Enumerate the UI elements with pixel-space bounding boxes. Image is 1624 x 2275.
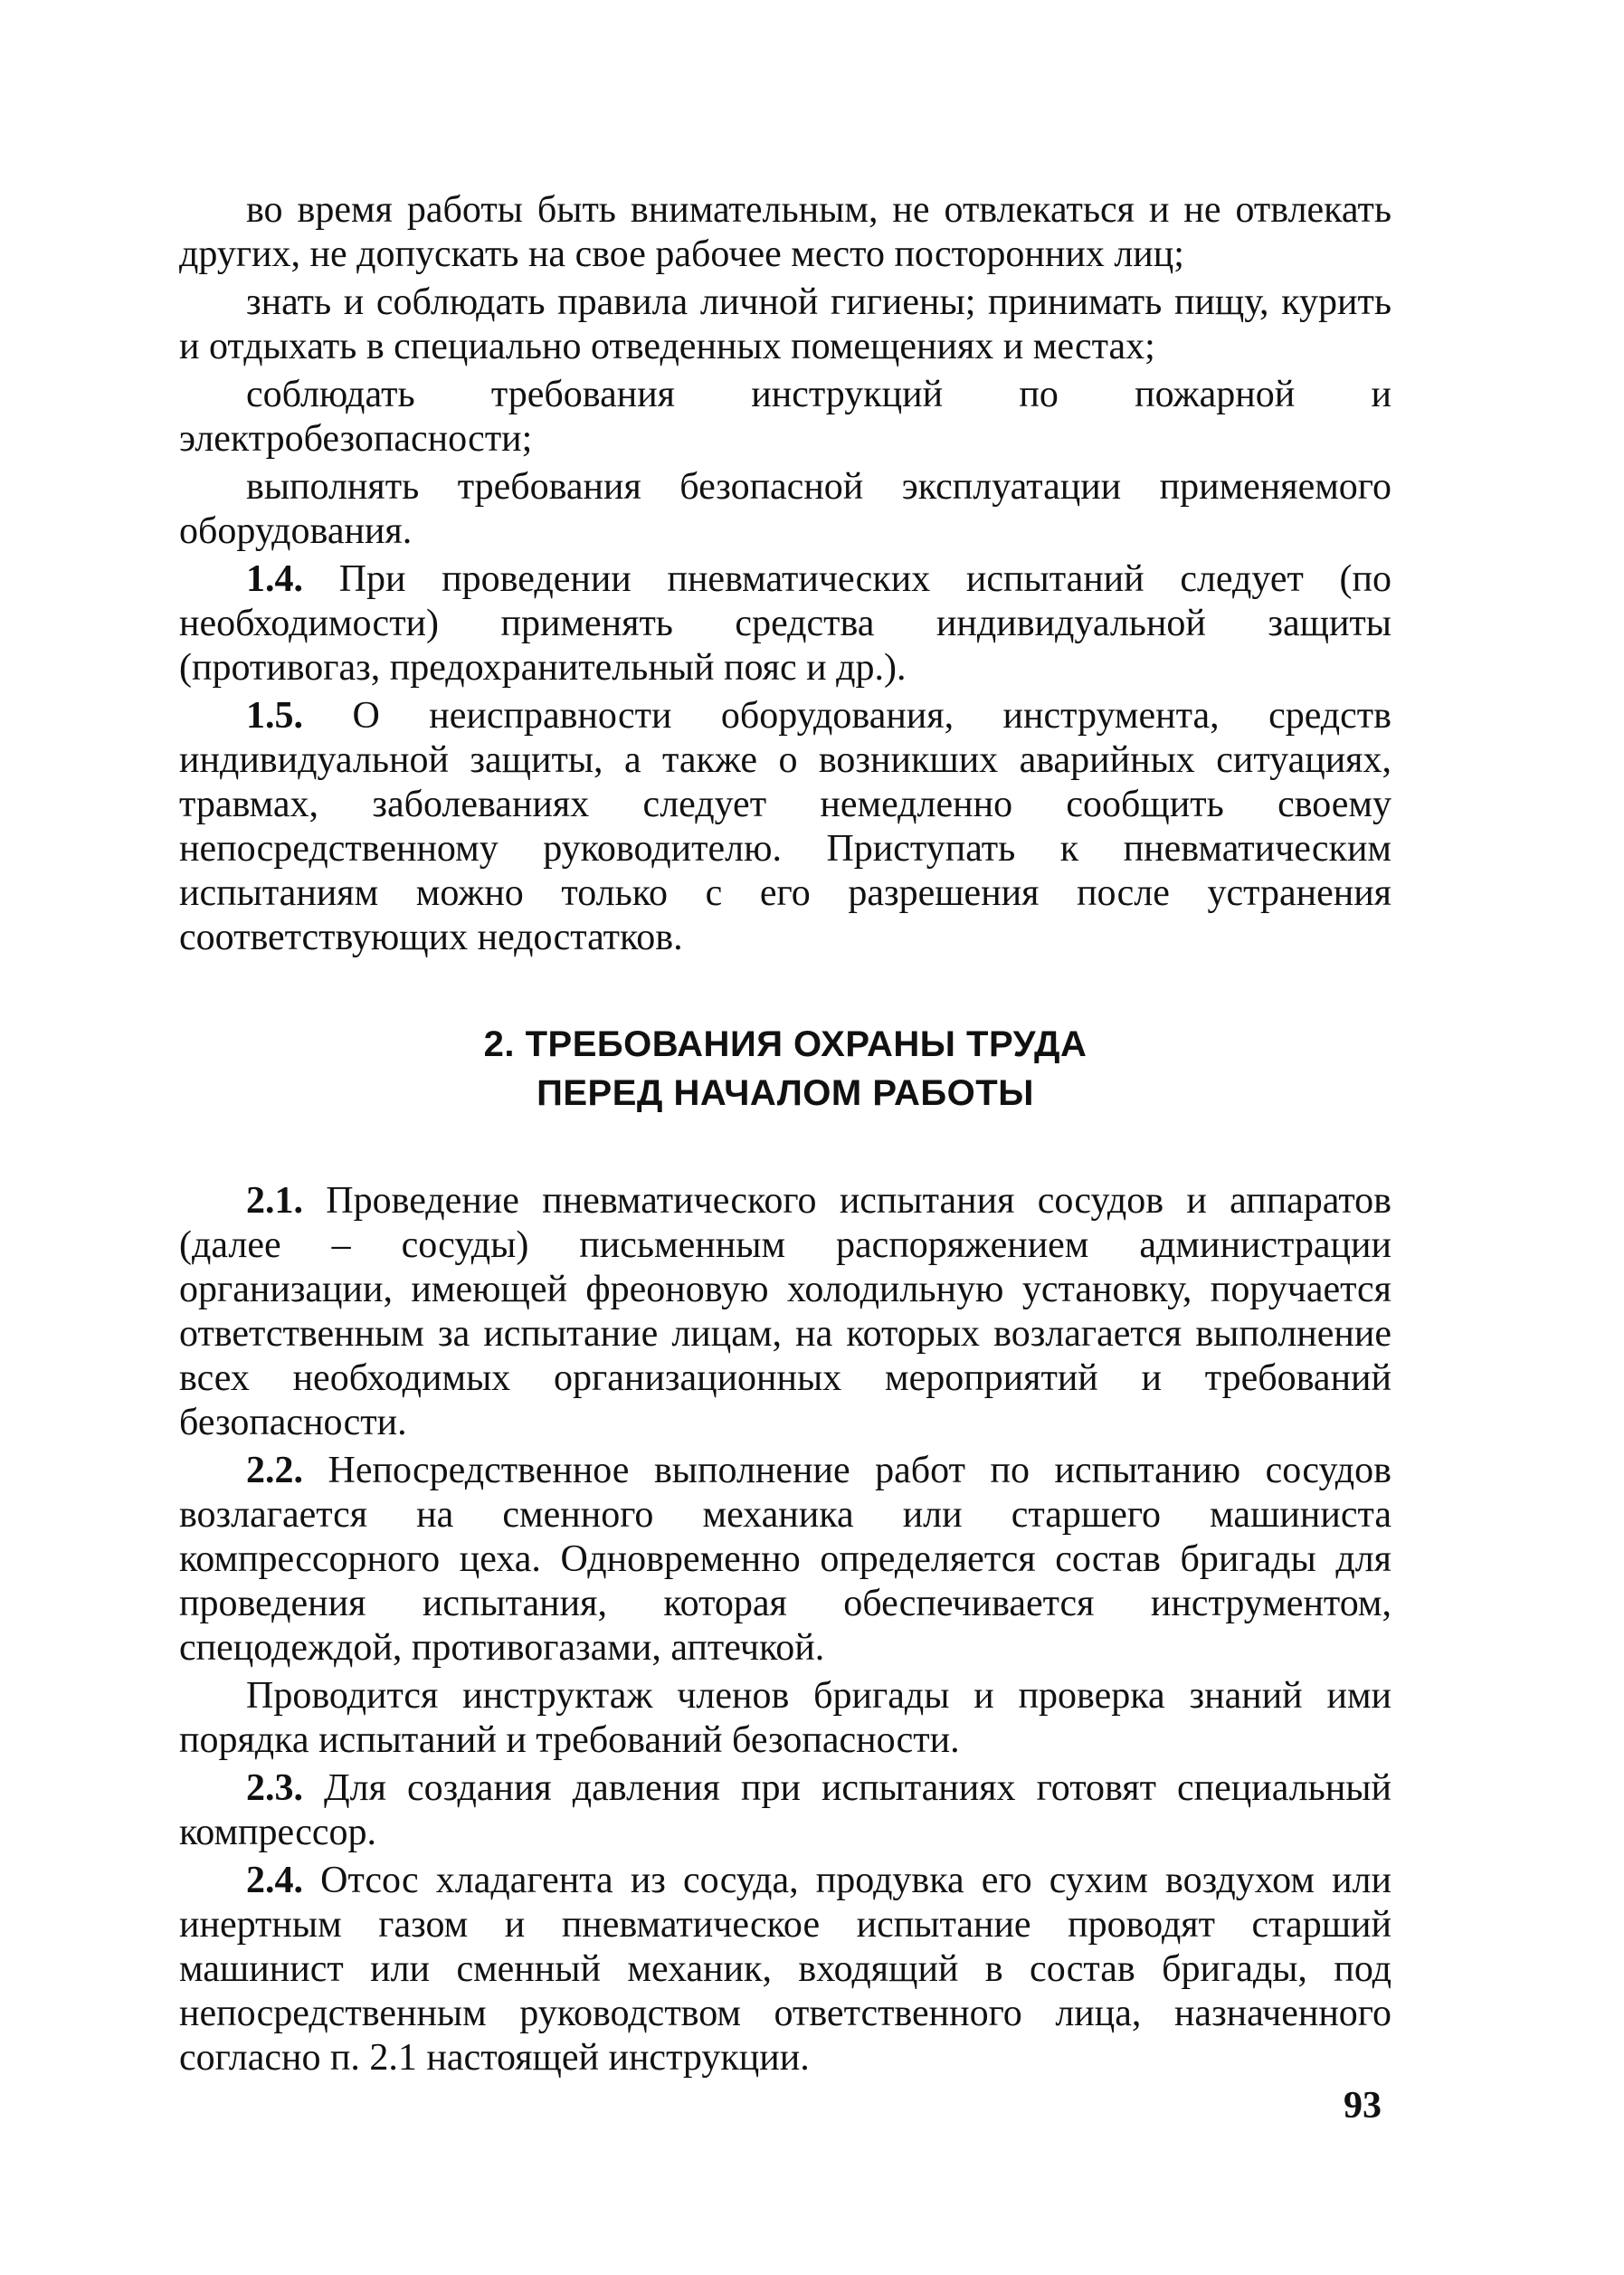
document-page [179, 188, 1391, 2084]
paragraph-hygiene: знать и соблюдать правила личной гигиены; принимать пищу, курить и отдыхать в специально отведенных помещениях и местах; [179, 281, 1391, 367]
section-heading-line-1: 2. ТРЕБОВАНИЯ ОХРАНЫ ТРУДА [483, 1024, 1087, 1064]
clause-text: О неисправности оборудования, инструмента, средств индивидуальной защиты, а также о возникших аварийных ситуациях, травмах, заболеваниях следует немедленно сообщить своему непосредственному руководителю. Приступать к пневматическим испытаниям можно только с его разрешения после устранения соответствующих недостатков. [179, 695, 1391, 958]
section-heading [179, 1020, 1391, 1118]
clause-text: Отсос хладагента из сосуда, продувка его сухим воздухом или инертным газом и пневматическое испытание проводят старший машинист или сменный механик, входящий в состав бригады, под непосредственным руководством ответственного лица, назначенного согласно п. 2.1 настоящей инструкции. [179, 1860, 1391, 2079]
paragraph-fire-safety: соблюдать требования инструкций по пожарной и электробезопасности; [179, 374, 1391, 460]
paragraph-2-1 [179, 1179, 1391, 1445]
paragraph-2-3 [179, 1766, 1391, 1855]
paragraph-equipment: выполнять требования безопасной эксплуатации применяемого оборудования. [179, 466, 1391, 552]
section-heading-line-2: ПЕРЕД НАЧАЛОМ РАБОТЫ [537, 1073, 1034, 1113]
paragraph-1-4 [179, 557, 1391, 690]
clause-number: 1.5. [246, 695, 303, 737]
paragraph-attentive: во время работы быть внимательным, не отвлекаться и не отвлекать других, не допускать на свое рабочее место посторонних лиц; [179, 189, 1391, 275]
clause-number: 2.3. [246, 1767, 303, 1809]
clause-number: 2.1. [246, 1180, 303, 1222]
paragraph-briefing: Проводится инструктаж членов бригады и проверка знаний ими порядка испытаний и требований безопасности. [179, 1675, 1391, 1761]
clause-text: Проведение пневматического испытания сосудов и аппаратов (далее – сосуды) письменным распоряжением администрации организации, имеющей фреоновую холодильную установку, поручается ответственным за испытание лицам, на которых возлагается выполнение всех необходимых организационных мероприятий и требований безопасности. [179, 1180, 1391, 1443]
clause-number: 2.4. [246, 1860, 303, 1901]
clause-number: 2.2. [246, 1450, 303, 1491]
clause-number: 1.4. [246, 558, 303, 600]
clause-text: Для создания давления при испытаниях готовят специальный компрессор. [179, 1767, 1391, 1853]
clause-text: При проведении пневматических испытаний следует (по необходимости) применять средства индивидуальной защиты (противогаз, предохранительный пояс и др.). [179, 558, 1391, 689]
paragraph-2-4 [179, 1859, 1391, 2080]
page-number: 93 [1344, 2085, 1382, 2127]
clause-text: Непосредственное выполнение работ по испытанию сосудов возлагается на сменного механика или старшего машиниста компрессорного цеха. Одновременно определяется состав бригады для проведения испытания, которая обеспечивается инструментом, спецодеждой, противогазами, аптечкой. [179, 1450, 1391, 1669]
paragraph-2-2 [179, 1449, 1391, 1671]
paragraph-1-5 [179, 694, 1391, 960]
